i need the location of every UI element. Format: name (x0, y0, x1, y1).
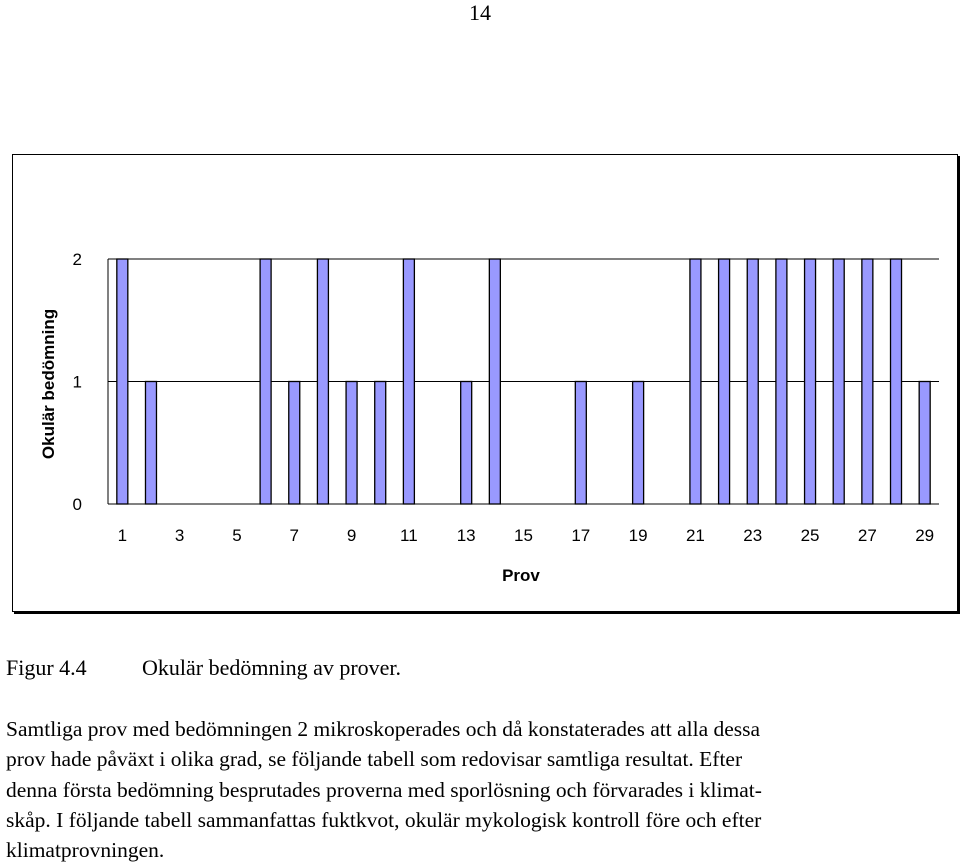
x-tick-label: 7 (289, 526, 299, 545)
bar (461, 382, 472, 505)
y-tick-label: 1 (72, 372, 82, 392)
x-tick-label: 23 (743, 526, 763, 545)
y-tick-labels (73, 250, 82, 514)
bar (289, 382, 300, 505)
figure-label: Figur 4.4 (6, 655, 87, 680)
x-tick-label: 21 (685, 526, 705, 545)
page-number: 14 (469, 0, 491, 25)
bar (117, 259, 128, 504)
bar (489, 259, 500, 504)
body-paragraph (6, 714, 954, 865)
y-axis-title: Okulär bedömning (39, 308, 58, 460)
x-tick-labels (118, 526, 935, 545)
body-line: Samtliga prov med bedömningen 2 mikroskoperades och då konstaterades att alla dessa (6, 717, 761, 741)
figure-caption-text: Okulär bedömning av prover. (142, 655, 402, 680)
x-tick-label: 9 (346, 526, 357, 545)
y-tick-label: 0 (72, 495, 82, 514)
x-tick-label: 15 (514, 526, 533, 545)
chart-frame (12, 154, 958, 612)
bar (805, 259, 816, 504)
x-tick-label: 13 (456, 526, 476, 545)
bar (633, 382, 644, 505)
x-tick-label: 3 (174, 526, 185, 545)
x-tick-label: 25 (800, 526, 820, 545)
bar (891, 259, 902, 504)
bar (375, 382, 386, 505)
x-tick-label: 17 (571, 526, 591, 545)
x-tick-label: 1 (117, 526, 128, 545)
bar (260, 259, 271, 504)
y-tick-label: 2 (72, 250, 82, 269)
bar (919, 382, 930, 505)
x-tick-label: 11 (400, 526, 418, 545)
x-axis-title: Prov (502, 566, 540, 585)
body-line: klimatprovningen. (6, 838, 165, 863)
bar (145, 382, 156, 505)
bar (747, 259, 758, 504)
bar (862, 259, 873, 504)
bar (403, 259, 414, 504)
bar (317, 259, 328, 504)
x-tick-label: 5 (232, 526, 242, 545)
body-line: skåp. I följande tabell sammanfattas fuktkvot, okulär mykologisk kontroll före och efter (6, 807, 762, 832)
bar-chart (13, 155, 957, 611)
bar (690, 259, 701, 504)
bar (776, 259, 787, 504)
x-tick-label: 29 (915, 526, 935, 545)
body-line: denna första bedömning besprutades proverna med sporlösning och förvarades i klimat- (6, 777, 762, 802)
bar (719, 259, 730, 504)
x-tick-label: 27 (857, 526, 877, 545)
body-line: prov hade påväxt i olika grad, se följande tabell som redovisar samtliga resultat. Efter (6, 747, 743, 772)
bar (346, 382, 357, 505)
figure-caption (6, 654, 401, 682)
bar (575, 382, 586, 505)
bar (833, 259, 844, 504)
x-tick-label: 19 (628, 526, 648, 545)
